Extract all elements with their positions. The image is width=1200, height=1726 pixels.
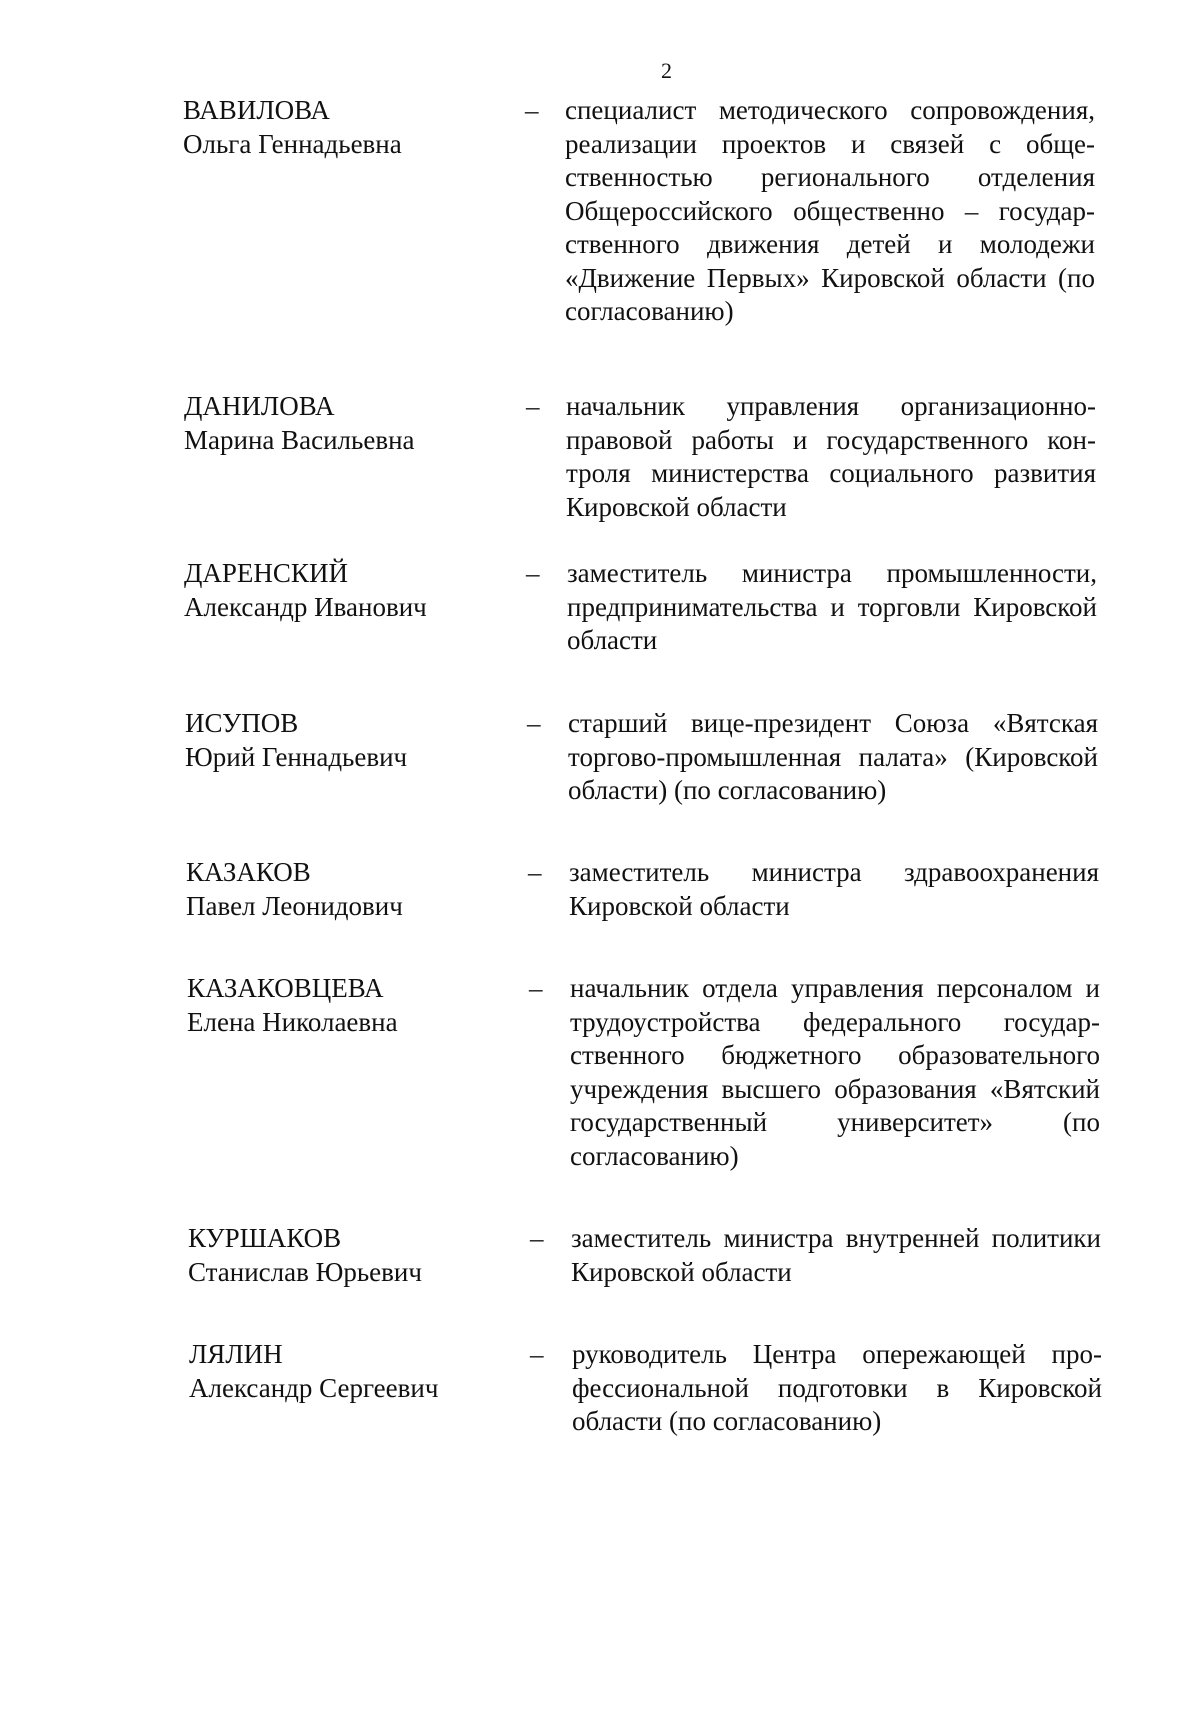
member-surname: КУРШАКОВ	[188, 1223, 342, 1253]
member-surname: КАЗАКОВЦЕВА	[187, 973, 384, 1003]
member-given-name: Александр Сергеевич	[189, 1372, 439, 1403]
dash-separator: –	[530, 1339, 544, 1369]
member-position: заместитель министра промышленности, предпринимательства и торговли Кировской области	[567, 558, 1097, 655]
member-given-name: Марина Васильевна	[184, 424, 415, 455]
member-name	[188, 1222, 518, 1289]
member-given-name: Юрий Геннадьевич	[185, 741, 408, 772]
member-position: старший вице-президент Союза «Вятская торгово-промышленная палата» (Кировской области) (по согласованию)	[568, 708, 1098, 805]
member-given-name: Павел Леонидович	[186, 890, 403, 921]
member-given-name: Ольга Геннадьевна	[183, 128, 402, 159]
dash-separator: –	[527, 708, 541, 738]
member-surname: ВАВИЛОВА	[183, 95, 330, 125]
member-name	[184, 390, 514, 457]
dash-separator: –	[526, 558, 540, 588]
member-surname: ДАНИЛОВА	[184, 391, 335, 421]
member-name	[189, 1338, 519, 1405]
dash-separator: –	[526, 391, 540, 421]
member-name	[186, 856, 516, 923]
dash-separator: –	[530, 1223, 544, 1253]
member-given-name: Станислав Юрьевич	[188, 1256, 422, 1287]
member-surname: КАЗАКОВ	[186, 857, 311, 887]
member-given-name: Александр Иванович	[184, 591, 427, 622]
member-surname: ЛЯЛИН	[189, 1339, 283, 1369]
member-surname: ИСУПОВ	[185, 708, 299, 738]
member-name	[184, 557, 514, 624]
member-position: руководитель Центра опережающей профессиональной подготовки в Кировской области (по согласованию)	[572, 1339, 1102, 1436]
dash-separator: –	[525, 95, 539, 125]
member-position: заместитель министра внутренней политики Кировской области	[571, 1223, 1101, 1287]
member-name	[183, 94, 513, 161]
dash-separator: –	[529, 973, 543, 1003]
member-name	[187, 972, 517, 1039]
member-given-name: Елена Николаевна	[187, 1006, 398, 1037]
member-surname: ДАРЕНСКИЙ	[184, 558, 348, 588]
dash-separator: –	[528, 857, 542, 887]
member-position: специалист методического сопровождения, реализации проектов и связей с общественностью регионального отделения Общероссийского общественно – государственного движения детей и молодежи «Движение Первых» Кировской области (по согласованию)	[565, 95, 1095, 326]
member-position: заместитель министра здравоохранения Кировской области	[569, 857, 1099, 921]
member-name	[185, 707, 515, 774]
member-position: начальник управления организационно-правовой работы и государственного контроля министерства социального развития Кировской области	[566, 391, 1096, 522]
page-number: 2	[661, 58, 672, 83]
member-position: начальник отдела управления персоналом и трудоустройства федерального государственного бюджетного образовательного учреждения высшего образования «Вятский государственный университет» (по согласованию)	[570, 973, 1100, 1171]
